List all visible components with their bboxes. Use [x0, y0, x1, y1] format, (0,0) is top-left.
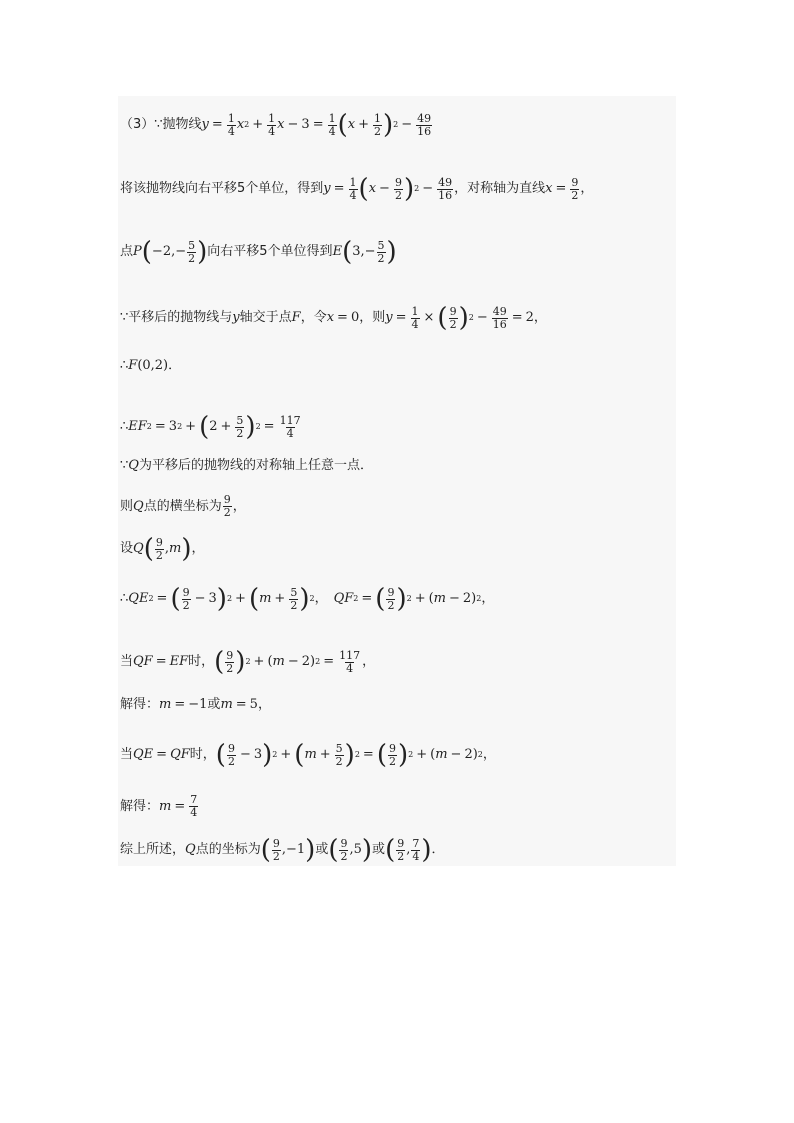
text: 则 [120, 498, 134, 514]
text: 点的横坐标为 [143, 498, 222, 514]
text: ∴ [120, 591, 129, 606]
line-solve-2: 解得： m = $\frac{7}{4}$ [120, 793, 198, 819]
text: ，对称轴为直线 [454, 181, 546, 196]
text: 时， [189, 747, 216, 762]
line-set-q: 设 Q ( $\frac{9}{2}$ , m ) ， [120, 534, 205, 564]
line-conclusion: 综上所述， Q 点的坐标为 ( $\frac{9}{2}$ ,−1 ) 或 ( $\frac{9}{2}$ ,5 ) 或 ( $\frac{9}{2}$ , $\frac{7}{4}$ ) ． [120, 835, 445, 865]
line-parabola: （3）∵抛物线 y = $\frac{1}{4}$ x 2 + $\frac{1}{4}$ x − 3 = $\frac{1}{4}$ ( x + $\frac{1}{2}$ ) 2 − $\frac{49}{16}$ [120, 110, 432, 140]
text: ∵ [120, 458, 129, 473]
text: ∴ [120, 419, 129, 434]
text: ∵平移后的抛物线与 [120, 310, 233, 325]
line-intersection: ∵平移后的抛物线与 y 轴交于点 F ，令 x = 0 ，则 y = $\frac{1}{4}$ × ( $\frac{9}{2}$ ) 2 − $\frac{49}{16}$ = 2， [120, 303, 547, 333]
text: 轴交于点 [239, 310, 292, 325]
text: 点的坐标为 [195, 842, 261, 857]
text: ，令 [300, 310, 327, 325]
line-translate: 将该抛物线向右平移5个单位，得到 y = $\frac{1}{4}$ ( x − $\frac{9}{2}$ ) 2 − $\frac{49}{16}$ ，对称轴为直线 x = $\frac{9}{2}$ ， [120, 174, 594, 204]
line-qe-qf: ∴ QE 2 = ( $\frac{9}{2}$ − 3 ) 2 + ( m + $\frac{5}{2}$ ) 2 ， QF 2 = ( $\frac{9}{2}$ ) 2 + ( m − 2) 2 ， [120, 584, 495, 614]
text: 或 [372, 842, 386, 857]
text: 将该抛物线向右平移5个单位，得到 [120, 181, 324, 196]
text: ． [431, 842, 445, 857]
text: 为平移后的抛物线的对称轴上任意一点． [138, 458, 373, 473]
text: 或 [315, 842, 329, 857]
text: ，则 [359, 310, 386, 325]
text: 综上所述， [120, 842, 186, 857]
line-q-x: 则 Q 点的横坐标为 $\frac{9}{2}$ ， [120, 493, 246, 519]
text: 解得： [120, 798, 160, 814]
text: 设 [120, 541, 134, 556]
line-case-qe-qf: 当 QE = QF 时， ( $\frac{9}{2}$ − 3 ) 2 + ( m + $\frac{5}{2}$ ) 2 = ( $\frac{9}{2}$ ) 2 + ( m − 2) 2 ， [120, 740, 496, 770]
text: 解得： [120, 697, 160, 712]
text: ∴ [120, 358, 129, 373]
text: 或 [207, 697, 221, 712]
line-point-p: 点 P ( −2,− $\frac{5}{2}$ ) 向右平移5个单位得到 E ( 3,− $\frac{5}{2}$ ) [120, 237, 397, 267]
text: 当 [120, 747, 134, 762]
text: 向右平移5个单位得到 [207, 244, 333, 259]
text: 当 [120, 654, 134, 669]
line-point-f: ∴ F (0,2)． [120, 358, 182, 373]
text: （3）∵抛物线 [120, 117, 202, 132]
text: 点 [120, 244, 134, 259]
line-solve-1: 解得： m = −1 或 m = 5， [120, 697, 271, 712]
text: 时， [188, 654, 215, 669]
line-q-axis: ∵ Q 为平移后的抛物线的对称轴上任意一点． [120, 458, 373, 473]
line-ef-squared: ∴ EF 2 = 3 2 + ( 2 + $\frac{5}{2}$ ) 2 = $\frac{117}{4}$ [120, 412, 301, 442]
solution-panel [118, 96, 676, 866]
line-case-qf-ef: 当 QF = EF 时， ( $\frac{9}{2}$ ) 2 + ( m − 2) 2 = $\frac{117}{4}$ ， [120, 647, 376, 677]
